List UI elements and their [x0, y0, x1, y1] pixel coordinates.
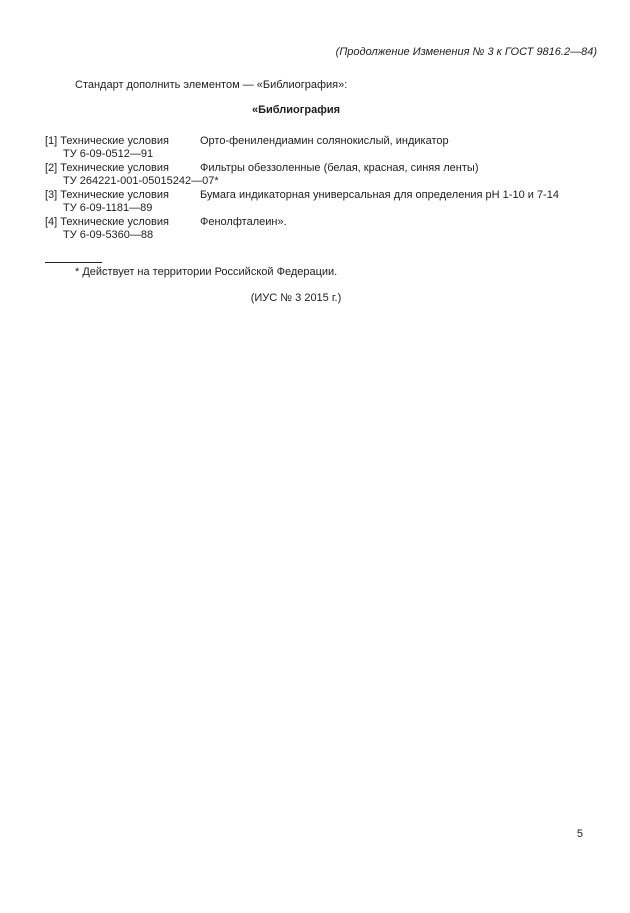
bibliography-entry-line [45, 216, 597, 230]
bibliography-ref-label: [2] Технические условия [45, 161, 169, 174]
bibliography-list [45, 135, 597, 243]
bibliography-entry [45, 189, 597, 216]
bibliography-entry-line [45, 189, 597, 203]
header-continuation-note: (Продолжение Изменения № 3 к ГОСТ 9816.2—84) [335, 46, 597, 58]
bibliography-ref-label: [3] Технические условия [45, 188, 169, 201]
bibliography-entry-line [45, 162, 597, 176]
bibliography-description: Орто-фенилендиамин солянокислый, индикатор [200, 134, 449, 147]
bibliography-ref-label: [4] Технические условия [45, 215, 169, 228]
ius-issue-note: (ИУС № 3 2015 г.) [250, 292, 342, 304]
bibliography-entry [45, 162, 597, 189]
bibliography-description: Бумага индикаторная универсальная для определения pH 1-10 и 7-14 [200, 188, 559, 201]
footnote-text: * Действует на территории Российской Федерации. [75, 265, 338, 278]
bibliography-entry-line [45, 135, 597, 149]
bibliography-ref-label: [1] Технические условия [45, 134, 169, 147]
footnote-divider [45, 262, 102, 263]
bibliography-doc-number: ТУ 6-09-5360—88 [63, 229, 154, 241]
intro-paragraph: Стандарт дополнить элементом — «Библиография»: [75, 78, 348, 91]
bibliography-description: Фильтры обеззоленные (белая, красная, синяя ленты) [200, 161, 479, 174]
bibliography-doc-number: ТУ 6-09-1181—89 [63, 202, 153, 214]
page-number: 5 [576, 828, 583, 840]
bibliography-entry [45, 216, 597, 243]
bibliography-doc-number: ТУ 264221-001-05015242—07* [63, 175, 219, 187]
bibliography-description: Фенолфталеин». [200, 215, 287, 228]
bibliography-doc-number: ТУ 6-09-0512—91 [63, 148, 154, 160]
bibliography-entry [45, 135, 597, 162]
bibliography-section-title: «Библиография [252, 104, 340, 116]
